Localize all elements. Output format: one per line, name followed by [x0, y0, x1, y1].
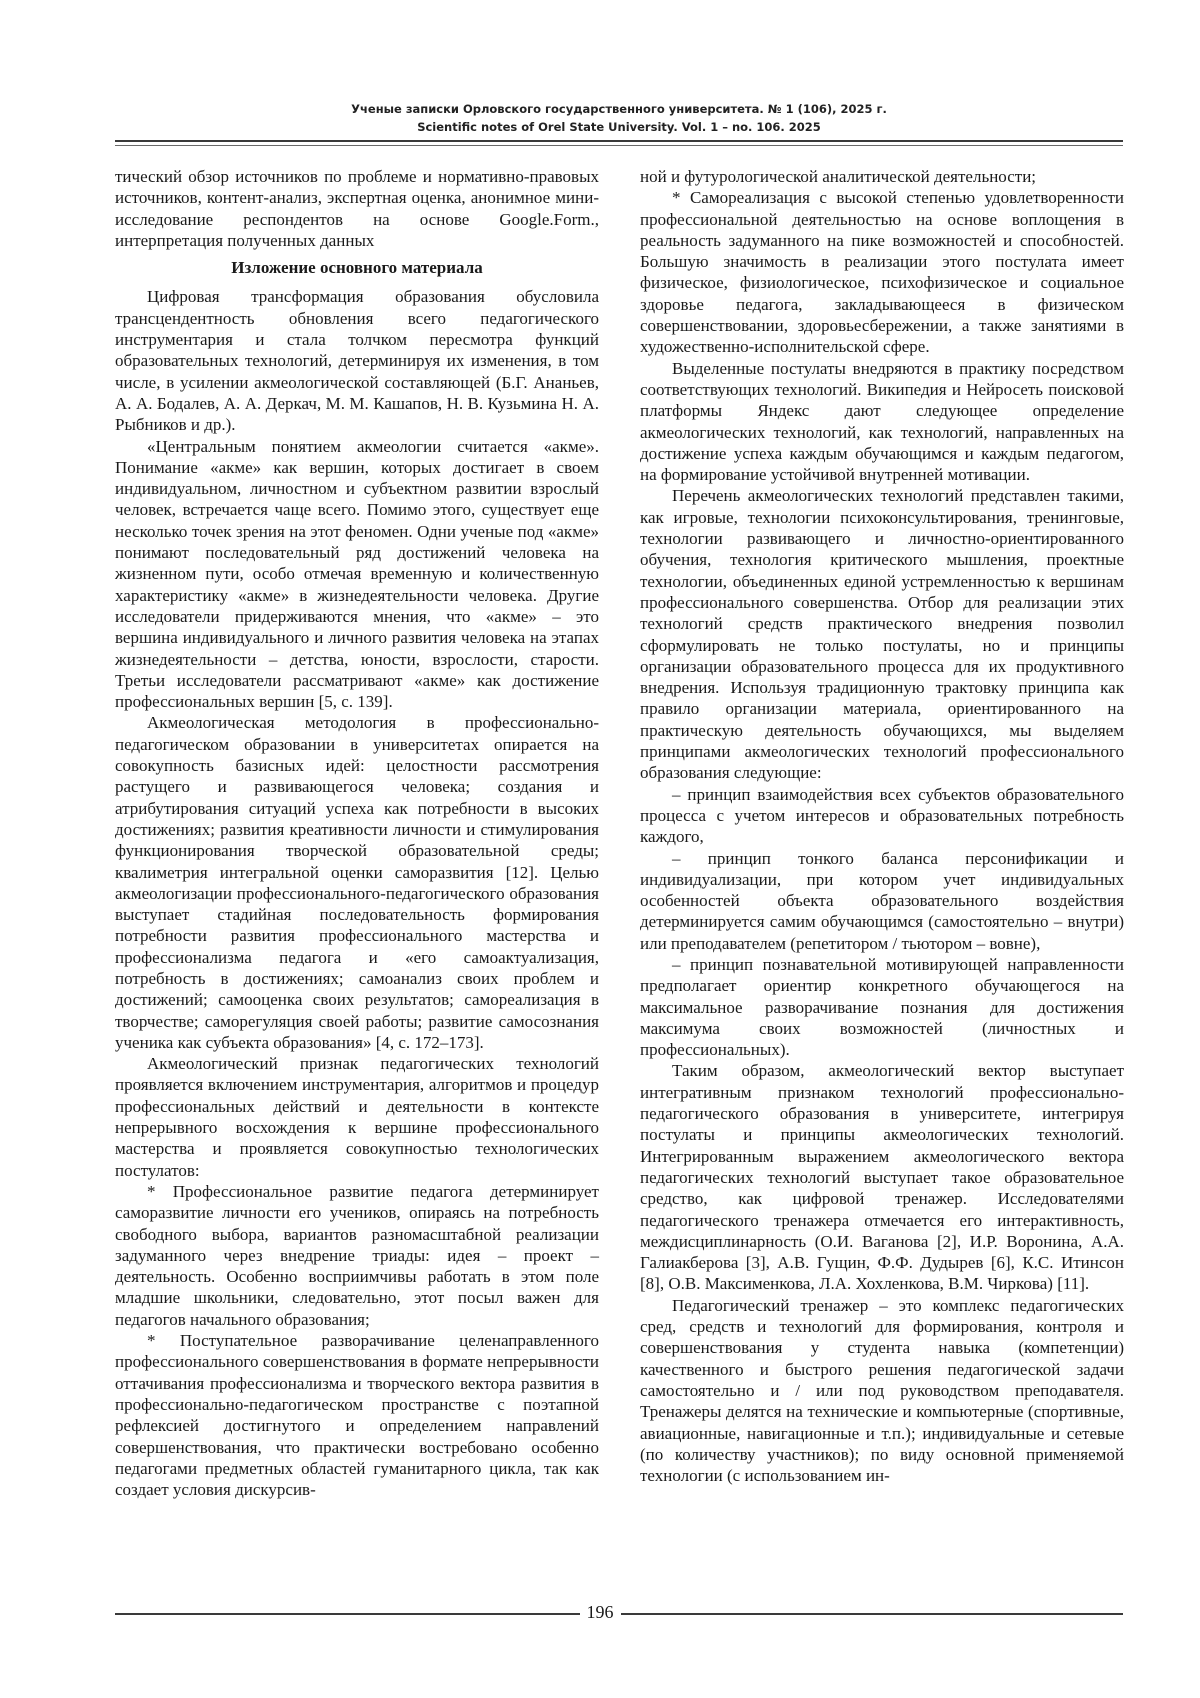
header-rule-top	[115, 140, 1123, 142]
paragraph: ной и футурологической аналитической деятельности;	[640, 167, 1037, 186]
journal-header	[115, 100, 1123, 136]
paragraph: тический обзор источников по проблеме и нормативно-правовых источников, контент-анализ, экспертная оценка, анонимное мини-исследование респондентов на основе Google.Form., интерпретация полученных данных	[115, 167, 599, 250]
right-column	[640, 166, 1124, 1486]
list-item: * Самореализация с высокой степенью удовлетворенности профессиональной деятельностью на основе воплощения в реальность задуманного на пике возможностей и способностей. Большую значимость в реализации этого постулата имеет физическое, физиологическое, психофизическое и социальное здоровье педагога, закладывающееся в физическом совершенствовании, здоровьесбережении, а также занятиями в художественно-исполнительской сфере.	[640, 188, 1124, 357]
paragraph: Педагогический тренажер – это комплекс педагогических сред, средств и технологий для формирования, контроля и совершенствования у студента навыка (компетенции) качественного и быстрого решения педагогической задачи самостоятельно и / или под руководством преподавателя. Тренажеры делятся на технические и компьютерные (спортивные, авиационные, навигационные и т.п.); индивидуальные и сетевые (по количеству участников); по виду основной применяемой технологии (с использованием ин-	[640, 1295, 1124, 1486]
paragraph: Таким образом, акмеологический вектор выступает интегративным признаком технологий профессионально-педагогического образования в университете, интегрируя постулаты и принципы акмеологических технологий. Интегрированным выражением акмеологического вектора педагогических технологий выступает такое образовательное средство, как цифровой тренажер. Исследователями педагогического тренажера отмечается его интерактивность, междисциплинарность (О.И. Ваганова [2], И.Р. Воронина, А.А. Галиакберова [3], А.В. Гущин, Ф.Ф. Дудырев [6], К.С. Итинсон [8], О.В. Максименкова, Л.А. Хохленкова, В.М. Чиркова) [11].	[640, 1061, 1124, 1294]
header-rule-bottom	[115, 145, 1123, 146]
list-item: * Профессиональное развитие педагога детерминирует саморазвитие личности его учеников, опираясь на потребность свободного выбора, вариантов разномасштабной реализации задуманного через внедрение триады: идея – проект – деятельность. Особенно восприимчивы работать в этом поле младшие школьники, следовательно, этот посыл важен для педагогов начального образования;	[115, 1181, 599, 1329]
list-item: – принцип тонкого баланса персонификации и индивидуализации, при котором учет индивидуальных особенностей объекта образовательного воздействия детерминируется самим обучающимся (самостоятельно – внутри) или преподавателем (репетитором / тьютором – вовне),	[640, 848, 1124, 953]
list-item: * Поступательное разворачивание целенаправленного профессионального совершенствования в формате непрерывности оттачивания профессионализма и творческого вектора развития в профессионально-педагогическом пространстве с поэтапной рефлексией достигнутого и определением направлений совершенствования, что практически востребовано особенно педагогами предметных областей гуманитарного цикла, так как создает условия дискурсив-	[115, 1331, 599, 1500]
list-item: – принцип взаимодействия всех субъектов образовательного процесса с учетом интересов и образовательных потребность каждого,	[640, 784, 1124, 847]
paragraph: Акмеологический признак педагогических технологий проявляется включением инструментария, алгоритмов и процедур профессиональных действий и деятельности в контексте непрерывного восхождения к вершине профессионального мастерства и проявляется совокупностью технологических постулатов:	[115, 1054, 599, 1180]
paragraph: Выделенные постулаты внедряются в практику посредством соответствующих технологий. Википедия и Нейросеть поисковой платформы Яндекс дают следующее определение акмеологических технологий, как технологий, направленных на достижение успеха каждым обучающимся и каждым педагогом, на формирование устойчивой внутренней мотивации.	[640, 358, 1124, 485]
paragraph: Акмеологическая методология в профессионально-педагогическом образовании в университетах опирается на совокупность базисных идей: целостности рассмотрения растущего и развивающегося человека; создания и атрибутирования ситуаций успеха как потребности в высоких достижениях; развития креативности личности и стимулирования функционирования творческой образовательной среды; квалиметрия интегральной оценки саморазвития [12]. Целью акмеологизации профессионального-педагогического образования выступает стадийная последовательность формирования потребности развития профессионального мастерства и профессионализма педагога и «его самоактуализация, потребность в достижениях; самоанализ своих проблем и достижений; самооценка своих результатов; самореализация в творчестве; саморегуляция своей работы; развитие самосознания ученика как субъекта образования» [4, с. 172–173].	[115, 713, 599, 1052]
section-heading: Изложение основного материала	[231, 258, 483, 278]
paragraph: Перечень акмеологических технологий представлен такими, как игровые, технологии психоконсультирования, тренинговые, технологии развивающего и личностно-ориентированного обучения, технология критического мышления, проектные технологии, объединенных единой устремленностью к вершинам профессионального совершенства. Отбор для реализации этих технологий средств практического внедрения позволил сформулировать не только постулаты, но и принципы организации образовательного процесса для их продуктивного внедрения. Используя традиционную трактовку принципа как правило организации материала, ориентированного на практическую деятельность обучающихся, мы выделяем принципами акмеологических технологий профессионального образования следующие:	[640, 486, 1124, 783]
paragraph: «Центральным понятием акмеологии считается «акме». Понимание «акме» как вершин, которых достигает в своем индивидуальном, личностном и субъектном развитии взрослый человек, встречается чаще всего. Помимо этого, существует еще несколько точек зрения на этот феномен. Одни ученые под «акме» понимают последовательный ряд достижений человека на жизненном пути, особо отмечая временную и количественную характеристику «акме» в жизнедеятельности человека. Другие исследователи придерживаются мнения, что «акме» – это вершина индивидуального и личного развития человека на этапах жизнедеятельности – детства, юности, взрослости, старости. Третьи исследователи рассматривают «акме» как достижение профессиональных вершин [5, с. 139].	[115, 436, 599, 712]
left-column	[115, 166, 599, 1500]
journal-header-ru: Ученые записки Орловского государственного университета. № 1 (106), 2025 г.	[351, 102, 887, 116]
journal-header-en: Scientific notes of Orel State University. Vol. 1 – no. 106. 2025	[417, 120, 821, 134]
list-item: – принцип познавательной мотивирующей направленности предполагает ориентир конкретного обучающегося на максимальное разворачивание познания для достижения максимума своих возможностей (личностных и профессиональных).	[640, 954, 1124, 1060]
paragraph: Цифровая трансформация образования обусловила трансцендентность обновления всего педагогического инструментария и стала толчком пересмотра функций образовательных технологий, детерминируя их изменения, в том числе, в усилении акмеологической составляющей (Б.Г. Ананьев, А. А. Бодалев, А. А. Деркач, М. М. Кашапов, Н. В. Кузьмина Н. А. Рыбников и др.).	[115, 287, 599, 435]
page-number: 196	[586, 1602, 614, 1622]
